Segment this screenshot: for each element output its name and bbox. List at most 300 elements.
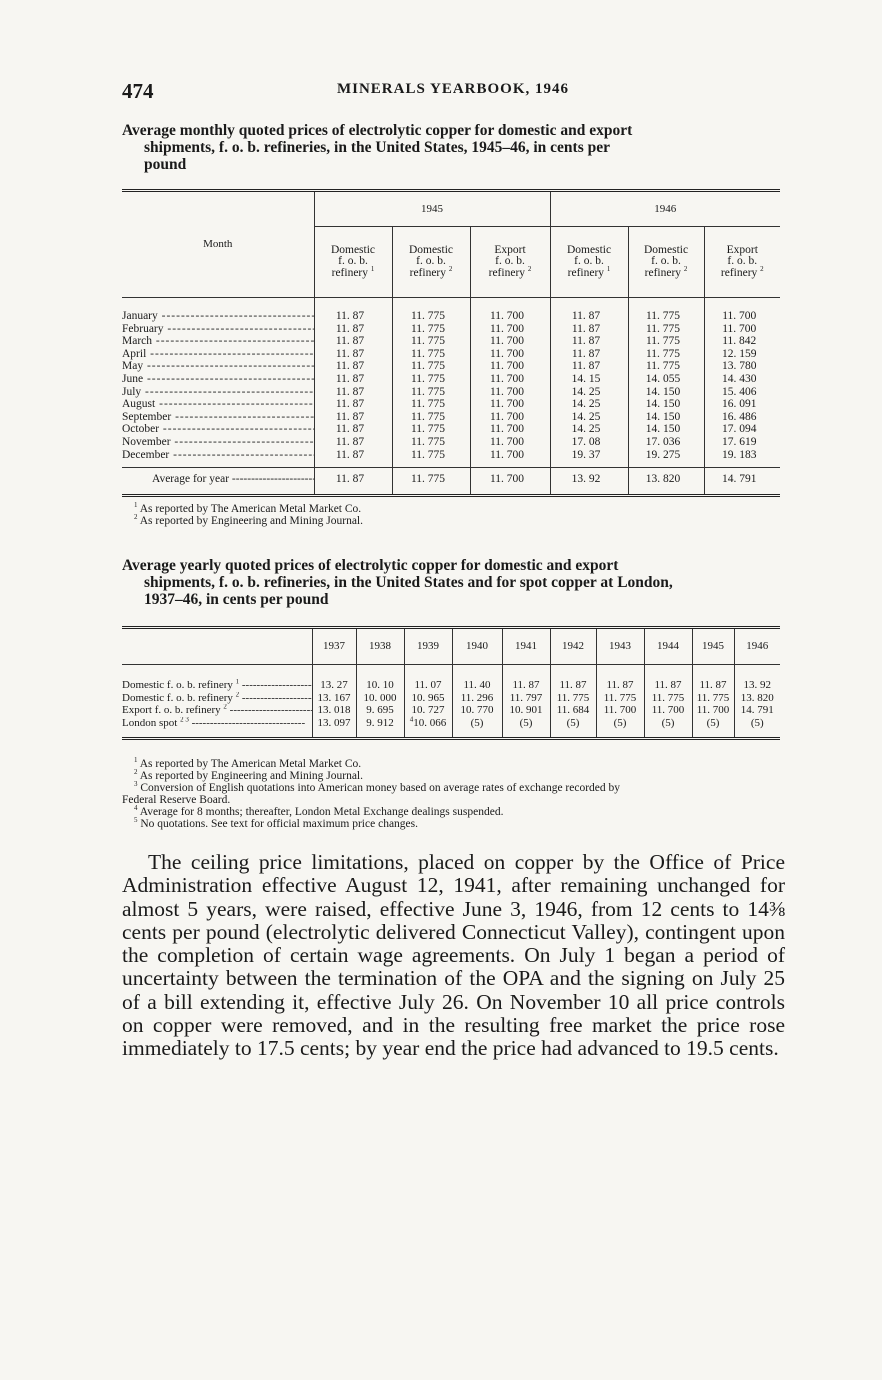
price-cell: 11. 87: [314, 398, 392, 411]
yearly-price-table: [122, 626, 780, 740]
price-cell: [452, 704, 502, 717]
price-cell: 11. 775: [392, 373, 470, 386]
price-cell: 11. 700: [470, 373, 550, 386]
running-head: [122, 79, 784, 103]
spacer-cell: [122, 298, 314, 311]
price-value: 14. 791: [740, 704, 774, 717]
price-cell: 11. 700: [470, 323, 550, 336]
price-cell: 11. 775: [392, 360, 470, 373]
price-cell: [356, 704, 404, 717]
price-value: 13. 92: [743, 679, 771, 691]
column-header-text: refinery: [488, 266, 526, 279]
spacer-cell: [502, 729, 550, 739]
month-label: February -----: [122, 323, 314, 336]
monthly-table-caption: [122, 122, 784, 173]
price-cell: [356, 692, 404, 705]
average-cell: 13. 92: [550, 468, 628, 491]
column-header-line: f. o. b.: [495, 255, 525, 268]
spacer-cell: [312, 665, 356, 680]
footnote-text: No quotations. See text for official maximum price changes.: [140, 818, 419, 830]
year-header: 1944: [644, 628, 692, 665]
footnote-marker: 2: [527, 264, 532, 273]
price-value: (5): [661, 716, 675, 729]
month-label: January -----: [122, 310, 314, 323]
price-cell: [502, 704, 550, 717]
price-cell: [550, 717, 596, 730]
price-value: (5): [706, 716, 720, 729]
price-cell: 11. 775: [392, 323, 470, 336]
average-cell: 11. 775: [392, 468, 470, 491]
spacer-row: [122, 298, 780, 311]
footnote-marker: 2: [134, 513, 138, 522]
price-cell: 17. 619: [704, 436, 780, 449]
column-header-line: [705, 264, 781, 280]
spacer-cell: [644, 729, 692, 739]
footnote: [122, 782, 786, 794]
average-cell: 11. 87: [314, 468, 392, 491]
footnote: [122, 794, 786, 806]
price-cell: 14. 25: [550, 411, 628, 424]
spacer-row: [122, 729, 780, 739]
column-header-line: f. o. b.: [416, 255, 446, 268]
table-row: [122, 323, 780, 336]
price-cell: 11. 775: [628, 310, 704, 323]
price-cell: 11. 87: [314, 436, 392, 449]
footnote-marker: 2: [134, 768, 138, 777]
price-cell: 19. 183: [704, 449, 780, 462]
spacer-cell: [404, 729, 452, 739]
price-cell: 11. 87: [550, 360, 628, 373]
month-column-header: Month: [122, 191, 314, 298]
year-header: 1938: [356, 628, 404, 665]
footnote-text: As reported by The American Metal Market Co.: [139, 758, 362, 770]
price-value: 11. 40: [463, 679, 491, 691]
month-label: April -----: [122, 348, 314, 361]
spacer-cell: [392, 490, 470, 496]
price-value: 11. 775: [556, 691, 590, 704]
year-header: 1945: [692, 628, 734, 665]
footnote-marker: 1: [235, 679, 240, 686]
price-cell: 14. 25: [550, 386, 628, 399]
price-cell: 14. 150: [628, 423, 704, 436]
spacer-cell: [734, 729, 780, 739]
price-cell: 11. 87: [314, 360, 392, 373]
price-cell: [312, 679, 356, 692]
price-cell: 11. 87: [550, 310, 628, 323]
column-header: [704, 227, 780, 298]
spacer-cell: [404, 665, 452, 680]
price-cell: 11. 87: [314, 449, 392, 462]
price-cell: 17. 08: [550, 436, 628, 449]
spacer-cell: [704, 490, 780, 496]
column-header-line: f. o. b.: [338, 255, 368, 268]
column-header-line: Export: [494, 243, 526, 256]
table-row: [122, 692, 780, 705]
price-value: 11. 87: [559, 679, 587, 691]
table-row: [122, 449, 780, 462]
price-cell: [644, 704, 692, 717]
column-header-text: refinery: [720, 266, 758, 279]
price-cell: 11. 700: [704, 323, 780, 336]
price-cell: 14. 055: [628, 373, 704, 386]
price-cell: 15. 406: [704, 386, 780, 399]
month-label: September -----: [122, 411, 314, 424]
spacer-cell: [550, 298, 628, 311]
column-header-line: Domestic: [408, 243, 454, 256]
spacer-cell: [356, 729, 404, 739]
price-cell: 11. 700: [470, 310, 550, 323]
row-label: [122, 679, 312, 692]
price-cell: 14. 150: [628, 386, 704, 399]
price-value: 13. 018: [317, 704, 351, 717]
price-cell: [734, 717, 780, 730]
price-cell: [596, 692, 644, 705]
month-label: November -----: [122, 436, 314, 449]
price-cell: 11. 700: [470, 423, 550, 436]
price-cell: 11. 700: [470, 335, 550, 348]
year-header: 1943: [596, 628, 644, 665]
spacer-cell: [392, 298, 470, 311]
price-cell: 11. 775: [392, 398, 470, 411]
column-header-line: f. o. b.: [727, 255, 758, 268]
footnote-text: As reported by Engineering and Mining Journal.: [139, 770, 363, 782]
price-cell: [356, 679, 404, 692]
price-cell: 11. 775: [392, 449, 470, 462]
footnote-marker: 2: [223, 704, 227, 711]
footnote: [122, 770, 786, 782]
caption-line: shipments, f. o. b. refineries, in the United States and for spot copper at London,: [144, 574, 673, 591]
table-row: [122, 436, 780, 449]
table-row: [122, 310, 780, 323]
price-cell: [644, 717, 692, 730]
price-cell: 11. 775: [628, 323, 704, 336]
table-row: [122, 411, 780, 424]
column-header-text: refinery: [331, 266, 369, 279]
price-cell: 12. 159: [704, 348, 780, 361]
spacer-cell: [312, 729, 356, 739]
column-header: [470, 227, 550, 298]
price-cell: 11. 87: [550, 323, 628, 336]
price-cell: 11. 775: [392, 348, 470, 361]
price-cell: 11. 775: [628, 348, 704, 361]
column-header-line: Domestic: [330, 243, 376, 256]
footnote-marker: 1: [370, 264, 375, 273]
column-header-line: [393, 264, 470, 280]
price-cell: 11. 87: [314, 386, 392, 399]
spacer-cell: [502, 665, 550, 680]
average-cell: 11. 700: [470, 468, 550, 491]
spacer-cell: [550, 729, 596, 739]
price-cell: [404, 717, 452, 730]
price-cell: [312, 704, 356, 717]
month-label: May -----: [122, 360, 314, 373]
table-row: [122, 373, 780, 386]
price-cell: 11. 775: [392, 310, 470, 323]
column-header-text: refinery: [644, 266, 682, 279]
price-value: 11. 07: [414, 679, 442, 691]
column-header-line: f. o. b.: [574, 255, 604, 268]
price-cell: [734, 692, 780, 705]
price-value: 10. 965: [411, 691, 445, 704]
price-cell: 11. 700: [470, 411, 550, 424]
row-label: [122, 704, 312, 717]
spacer-cell: [356, 665, 404, 680]
spacer-row: [122, 665, 780, 680]
spacer-cell: [314, 298, 392, 311]
price-value: 11. 700: [651, 704, 685, 717]
caption-line: pound: [144, 156, 187, 173]
price-value: 10. 000: [363, 691, 397, 704]
column-header-line: [315, 264, 392, 280]
price-value: 10. 10: [366, 679, 394, 691]
price-value: 13. 097: [317, 716, 351, 729]
price-value: (5): [566, 716, 580, 729]
price-cell: [734, 704, 780, 717]
price-cell: [452, 717, 502, 730]
price-value: 11. 87: [606, 679, 634, 691]
table-row: [122, 704, 780, 717]
footnote-marker: 4: [409, 715, 414, 724]
year-header: 1946: [734, 628, 780, 665]
price-cell: 11. 87: [314, 423, 392, 436]
column-header-line: [551, 264, 628, 280]
price-cell: 19. 37: [550, 449, 628, 462]
column-header: [550, 227, 628, 298]
price-cell: [550, 692, 596, 705]
footnote-marker: 3: [134, 780, 138, 789]
price-cell: 11. 87: [314, 373, 392, 386]
price-value: 10. 727: [411, 704, 445, 717]
footnote: [122, 758, 786, 770]
spacer-cell: [452, 729, 502, 739]
price-cell: 11. 700: [470, 436, 550, 449]
price-value: 13. 820: [740, 691, 774, 704]
price-value: 9. 695: [366, 704, 394, 717]
price-cell: 11. 87: [314, 323, 392, 336]
price-cell: [596, 679, 644, 692]
footnote: [122, 515, 786, 527]
price-cell: 14. 25: [550, 398, 628, 411]
table-row: [122, 398, 780, 411]
column-header: [392, 227, 470, 298]
average-cell: 13. 820: [628, 468, 704, 491]
spacer-cell: [734, 665, 780, 680]
column-header-text: refinery: [567, 266, 605, 279]
yearly-footnotes: [122, 758, 786, 830]
average-row: [122, 468, 780, 491]
footnote: [122, 806, 786, 818]
price-cell: 17. 036: [628, 436, 704, 449]
price-cell: 11. 87: [314, 335, 392, 348]
footnote-marker: 1: [606, 264, 611, 273]
price-value: (5): [750, 716, 764, 729]
monthly-footnotes: [122, 503, 786, 527]
caption-line: Average yearly quoted prices of electrolytic copper for domestic and export: [122, 557, 619, 574]
price-cell: 11. 775: [628, 360, 704, 373]
price-cell: [550, 704, 596, 717]
spacer-cell: [596, 729, 644, 739]
footnote-marker: 1: [134, 756, 138, 765]
price-cell: [502, 692, 550, 705]
price-cell: [312, 717, 356, 730]
spacer-cell: [704, 298, 780, 311]
price-value: 11. 87: [699, 679, 727, 691]
price-cell: [644, 679, 692, 692]
monthly-price-table: [122, 189, 780, 497]
price-cell: 11. 775: [392, 436, 470, 449]
price-cell: 19. 275: [628, 449, 704, 462]
spacer-cell: [122, 490, 314, 496]
caption-line: shipments, f. o. b. refineries, in the United States, 1945–46, in cents per: [144, 139, 610, 156]
footnote-marker: 4: [134, 804, 138, 813]
caption-line: 1937–46, in cents per pound: [144, 591, 329, 608]
price-cell: 14. 15: [550, 373, 628, 386]
price-cell: [596, 717, 644, 730]
price-value: 11. 296: [460, 691, 494, 704]
year-header: 1939: [404, 628, 452, 665]
price-value: 11. 684: [556, 704, 590, 717]
month-label: October -----: [122, 423, 314, 436]
caption-line: Average monthly quoted prices of electrolytic copper for domestic and export: [122, 122, 633, 139]
price-value: (5): [613, 716, 627, 729]
price-value: 13. 27: [320, 679, 348, 691]
spacer-row: [122, 490, 780, 496]
price-cell: 11. 775: [392, 386, 470, 399]
price-cell: 14. 25: [550, 423, 628, 436]
footnote: [122, 503, 786, 515]
price-cell: [404, 692, 452, 705]
footnote: [122, 818, 786, 830]
price-cell: 11. 87: [550, 348, 628, 361]
year-header: 1941: [502, 628, 550, 665]
price-cell: [692, 692, 734, 705]
price-cell: 11. 775: [628, 335, 704, 348]
spacer-cell: [452, 665, 502, 680]
year-header-1945: 1945: [314, 191, 550, 227]
table-row: [122, 717, 780, 730]
price-cell: 13. 780: [704, 360, 780, 373]
price-cell: 14. 150: [628, 411, 704, 424]
page-number: 474: [122, 79, 154, 103]
price-value: 10. 770: [460, 704, 494, 717]
footnote-marker: 2: [235, 691, 240, 698]
table-row: [122, 679, 780, 692]
row-label: [122, 717, 312, 730]
footnote-text: As reported by The American Metal Market Co.: [139, 503, 362, 515]
price-cell: [502, 679, 550, 692]
price-cell: [452, 692, 502, 705]
table-row: [122, 423, 780, 436]
price-cell: [692, 704, 734, 717]
price-cell: 11. 700: [470, 386, 550, 399]
month-label: December -----: [122, 449, 314, 462]
footnote-marker: 2 3: [180, 716, 189, 724]
price-cell: 11. 87: [314, 348, 392, 361]
spacer-cell: [122, 665, 312, 680]
footnote-marker: 1: [134, 501, 138, 510]
price-cell: 11. 842: [704, 335, 780, 348]
price-cell: [692, 717, 734, 730]
spacer-cell: [644, 665, 692, 680]
column-header-line: Domestic: [643, 243, 689, 256]
price-cell: [356, 717, 404, 730]
price-cell: [644, 692, 692, 705]
price-cell: [734, 679, 780, 692]
price-cell: [502, 717, 550, 730]
year-header: 1937: [312, 628, 356, 665]
price-value: 11. 700: [603, 704, 637, 717]
price-cell: 16. 486: [704, 411, 780, 424]
month-label: March -----: [122, 335, 314, 348]
price-cell: 11. 87: [550, 335, 628, 348]
row-label-header: [122, 628, 312, 665]
spacer-cell: [122, 729, 312, 739]
row-label-text: London spot: [122, 716, 178, 729]
column-header-text: refinery: [409, 266, 447, 279]
spacer-cell: [470, 490, 550, 496]
column-header-line: f. o. b.: [651, 255, 681, 268]
price-cell: 14. 150: [628, 398, 704, 411]
price-cell: 11. 775: [392, 423, 470, 436]
price-cell: [452, 679, 502, 692]
price-value: 11. 700: [696, 704, 730, 717]
price-value: 11. 775: [696, 691, 730, 704]
spacer-cell: [628, 298, 704, 311]
column-header: [628, 227, 704, 298]
price-cell: 11. 700: [470, 360, 550, 373]
price-value: 13. 167: [317, 691, 351, 704]
spacer-cell: [692, 665, 734, 680]
price-cell: 11. 700: [470, 348, 550, 361]
price-cell: 11. 775: [392, 335, 470, 348]
price-cell: 11. 700: [470, 449, 550, 462]
table-row: [122, 360, 780, 373]
price-value: 10. 066: [413, 716, 447, 729]
month-label: June -----: [122, 373, 314, 386]
spacer-cell: [692, 729, 734, 739]
price-value: 11. 797: [509, 691, 543, 704]
footnote-marker: 2: [683, 264, 688, 273]
average-label: Average for year -----: [122, 468, 314, 491]
spacer-cell: [628, 490, 704, 496]
average-cell: 14. 791: [704, 468, 780, 491]
price-cell: 11. 87: [314, 310, 392, 323]
price-cell: 16. 091: [704, 398, 780, 411]
body-paragraph: The ceiling price limitations, placed on copper by the Office of Price Administration effective August 12, 1941, after remaining unchanged for almost 5 years, were raised, effective June 3, 1946, from 12 cents to 14⅜ cents per pound (electrolytic delivered Connecticut Valley), contingent upon the completion of certain wage agreements. On July 1 began a period of uncertainty between the termination of the OPA and the signing on July 25 of a bill extending it, effective July 26. On November 10 all price controls on copper were removed, and in the resulting free market the price rose immediately to 17.5 cents; by year end the price had advanced to 19.5 cents.: [122, 850, 785, 1061]
row-label: [122, 692, 312, 705]
price-value: 11. 775: [651, 691, 685, 704]
price-cell: [550, 679, 596, 692]
year-header: 1940: [452, 628, 502, 665]
price-value: 11. 87: [512, 679, 540, 691]
spacer-cell: [470, 298, 550, 311]
footnote-marker: 5: [134, 816, 138, 825]
row-label-text: Domestic f. o. b. refinery: [122, 679, 233, 691]
footnote-marker: 2: [760, 264, 764, 273]
price-cell: [596, 704, 644, 717]
price-value: 11. 87: [654, 679, 682, 691]
footnote-text: Conversion of English quotations into American money based on average rates of exchange recorded by: [140, 782, 621, 794]
spacer-cell: [550, 490, 628, 496]
price-cell: 11. 87: [314, 411, 392, 424]
price-cell: [692, 679, 734, 692]
footnote-text: Average for 8 months; thereafter, London Metal Exchange dealings suspended.: [139, 806, 504, 818]
price-value: 11. 775: [603, 691, 637, 704]
price-cell: [312, 692, 356, 705]
month-label: August -----: [122, 398, 314, 411]
column-header-line: Domestic: [566, 243, 612, 256]
column-header-line: [629, 264, 704, 280]
